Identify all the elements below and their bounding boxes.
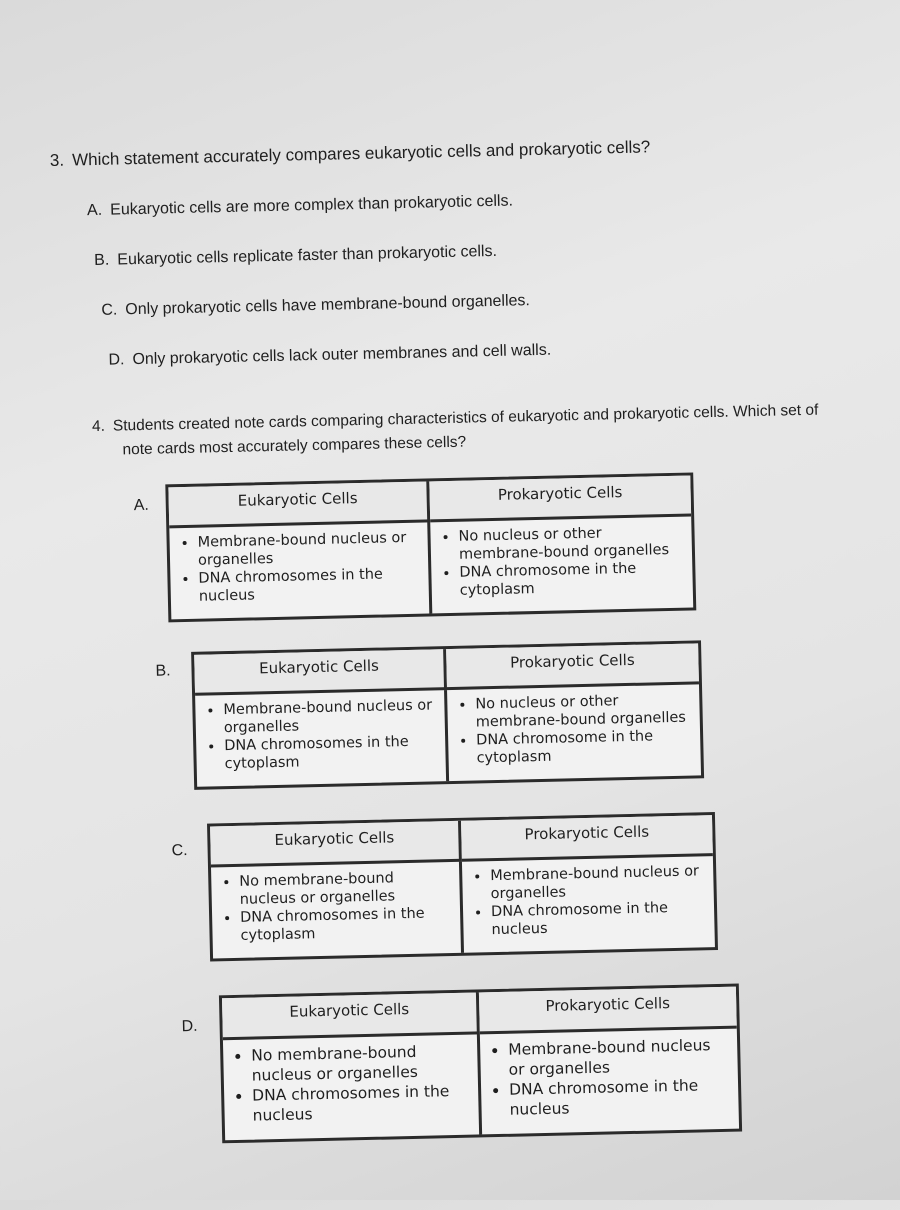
note-item: • DNA chromosomes in the nucleus — [198, 564, 421, 605]
question-3-text: Which statement accurately compares eukaryotic cells and prokaryotic cells? — [71, 137, 651, 170]
note-item: • DNA chromosomes in the cytoplasm — [240, 904, 453, 945]
note-card-c[interactable] — [207, 812, 718, 961]
note-item: • DNA chromosomes in the cytoplasm — [224, 732, 438, 773]
question-4-text-line-1: Students created note cards comparing characteristics of eukaryotic and prokaryotic cells. Which set of — [112, 401, 819, 435]
eukaryotic-header: Eukaryotic Cells — [168, 481, 430, 527]
question-3-option-c[interactable] — [101, 292, 530, 320]
card-b-letter: B. — [155, 662, 171, 680]
option-text: Only prokaryotic cells have membrane-bound organelles. — [125, 292, 531, 319]
question-4-stem — [92, 402, 819, 436]
prokaryotic-header: Prokaryotic Cells — [461, 815, 713, 861]
note-item: • DNA chromosome in the nucleus — [491, 898, 707, 939]
question-3-option-d[interactable] — [108, 342, 551, 370]
prokaryotic-header: Prokaryotic Cells — [429, 476, 691, 522]
note-item: • No membrane-bound nucleus or organelles — [251, 1040, 470, 1085]
card-a-letter: A. — [133, 496, 150, 515]
card-c-letter: C. — [171, 842, 188, 860]
question-4-number: 4. — [91, 417, 106, 436]
note-item: • No nucleus or other membrane-bound organelles — [458, 522, 684, 563]
note-card-d[interactable] — [219, 984, 742, 1144]
note-item: • DNA chromosome in the cytoplasm — [476, 726, 693, 767]
note-item: • No membrane-bound nucleus or organelles — [239, 868, 452, 909]
note-item: • DNA chromosome in the cytoplasm — [459, 558, 685, 599]
option-letter: A. — [86, 201, 103, 220]
note-card-b[interactable] — [191, 640, 704, 790]
prokaryotic-notes — [462, 856, 715, 953]
prokaryotic-notes — [430, 516, 693, 613]
question-3-number: 3. — [49, 150, 65, 170]
option-text: Eukaryotic cells replicate faster than prokaryotic cells. — [117, 242, 498, 269]
question-4-text-line-2: note cards most accurately compares these cells? — [122, 433, 467, 459]
eukaryotic-notes — [211, 861, 464, 958]
prokaryotic-notes — [480, 1028, 739, 1134]
eukaryotic-notes — [223, 1034, 482, 1140]
eukaryotic-notes — [195, 690, 449, 787]
question-3-option-b[interactable] — [94, 243, 497, 270]
note-item: • Membrane-bound nucleus or organelles — [197, 528, 420, 569]
prokaryotic-header: Prokaryotic Cells — [479, 987, 737, 1034]
prokaryotic-header: Prokaryotic Cells — [446, 643, 699, 689]
prokaryotic-notes — [447, 684, 701, 781]
eukaryotic-header: Eukaryotic Cells — [194, 649, 447, 695]
option-letter: C. — [101, 301, 118, 319]
note-item: • Membrane-bound nucleus or organelles — [508, 1034, 730, 1079]
eukaryotic-header: Eukaryotic Cells — [210, 821, 462, 867]
question-3-option-a[interactable] — [87, 192, 513, 220]
note-item: • DNA chromosomes in the nucleus — [252, 1080, 471, 1125]
note-item: • No nucleus or other membrane-bound organelles — [475, 690, 692, 731]
option-letter: D. — [108, 351, 125, 369]
option-letter: B. — [94, 251, 110, 269]
note-item: • Membrane-bound nucleus or organelles — [490, 862, 706, 903]
note-card-a[interactable] — [165, 472, 696, 622]
note-item: • Membrane-bound nucleus or organelles — [223, 696, 437, 737]
option-text: Eukaryotic cells are more complex than prokaryotic cells. — [109, 192, 514, 219]
option-text: Only prokaryotic cells lack outer membranes and cell walls. — [132, 341, 552, 369]
eukaryotic-notes — [169, 522, 432, 619]
eukaryotic-header: Eukaryotic Cells — [222, 992, 480, 1039]
card-d-letter: D. — [181, 1017, 198, 1036]
question-3-stem — [50, 137, 651, 171]
note-item: • DNA chromosome in the nucleus — [509, 1074, 731, 1119]
